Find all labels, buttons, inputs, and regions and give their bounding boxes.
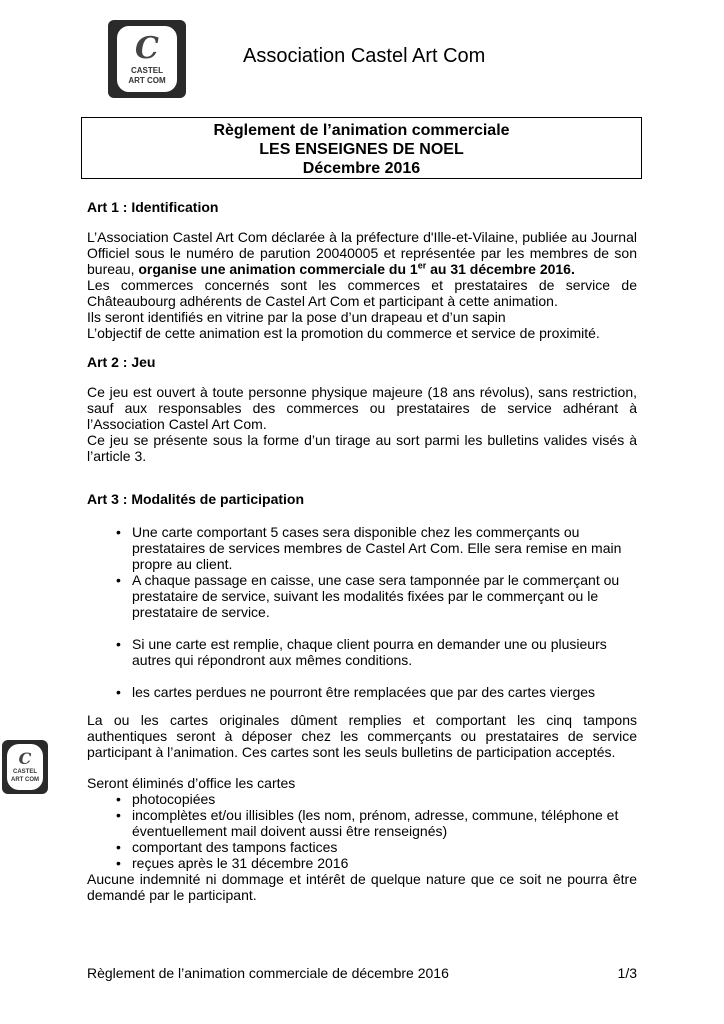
- art1-paragraph: [87, 229, 637, 341]
- art2-text: Ce jeu est ouvert à toute personne physique majeure (18 ans révolus), sans restriction, sauf aux responsables des commerces ou prestataires de service adhérant à l’Association Castel Art Com.: [87, 384, 637, 432]
- title-line-2: LES ENSEIGNES DE NOEL: [259, 141, 464, 158]
- document-body: [87, 199, 637, 903]
- title-line-1: Règlement de l’animation commerciale: [213, 122, 510, 139]
- title-line-3: Décembre 2016: [302, 160, 421, 177]
- list-item: • incomplètes et/ou illisibles (les nom, prénom, adresse, commune, téléphone et éventuellement mail doivent aussi être renseignés): [87, 807, 637, 839]
- art2-heading: Art 2 : Jeu: [87, 354, 156, 370]
- art1-line: Ils seront identifiés en vitrine par la pose d’un drapeau et d’un sapin: [87, 309, 506, 325]
- art3-bullets: [87, 524, 637, 700]
- list-item: • reçues après le 31 décembre 2016: [87, 855, 637, 871]
- castel-art-com-logo: [108, 20, 186, 98]
- logo-letter: C: [135, 30, 159, 66]
- list-item: • Si une carte est remplie, chaque client pourra en demander une ou plusieurs autres qui répondront aux mêmes conditions.: [87, 636, 637, 668]
- art3-paragraph: La ou les cartes originales dûment remplies et comportant les cinq tampons authentiques seront à déposer chez les commerçants ou prestataires de service participant à l’animation. Ces cartes sont les seuls bulletins de participation acceptés.: [87, 712, 637, 760]
- art1-line: L’objectif de cette animation est la promotion du commerce et service de proximité.: [87, 325, 600, 341]
- art3-heading: Art 3 : Modalités de participation: [87, 491, 305, 507]
- elimination-section: [87, 775, 637, 903]
- logo-text-1: CASTEL: [130, 65, 163, 75]
- art1-bold-end: au 31 décembre 2016.: [426, 261, 575, 277]
- logo-text-2: ART COM: [11, 777, 39, 784]
- footer-text: Règlement de l’animation commerciale de décembre 2016: [87, 965, 449, 981]
- logo-text-1: CASTEL: [13, 769, 37, 776]
- list-item: • A chaque passage en caisse, une case sera tamponnée par le commerçant ou prestataire de service, suivant les modalités fixées par le commerçant ou le prestataire de service.: [87, 572, 637, 620]
- elim-intro: Seront éliminés d’office les cartes: [87, 775, 296, 791]
- page-number: 1/3: [617, 965, 637, 981]
- art1-text: L’Association Castel Art Com déclarée à la préfecture d'Ille-et-Vilaine, publiée au Journal Officiel sous le numéro de parution 20040005 et représentée par les membres de son bureau,: [87, 229, 637, 277]
- list-item: • les cartes perdues ne pourront être remplacées que par des cartes vierges: [87, 684, 637, 700]
- art1-sup: er: [417, 260, 427, 271]
- art1-bold: organise une animation commerciale du 1: [138, 261, 418, 277]
- art1-line: Les commerces concernés sont les commerces et prestataires de service de Châteaubourg adhérents de Castel Art Com et participant à cette animation.: [87, 277, 637, 309]
- art2-paragraph: [87, 384, 637, 464]
- organization-name: Association Castel Art Com: [243, 45, 486, 67]
- castel-art-com-logo-small: [2, 740, 48, 794]
- logo-letter: C: [18, 749, 32, 769]
- list-item: • Une carte comportant 5 cases sera disponible chez les commerçants ou prestataires de services membres de Castel Art Com. Elle sera remise en main propre au client.: [87, 524, 637, 572]
- art1-heading: Art 1 : Identification: [87, 199, 219, 215]
- title-box: [81, 117, 642, 179]
- list-item: • comportant des tampons factices: [87, 839, 637, 855]
- footer: [87, 965, 637, 981]
- logo-text-2: ART COM: [128, 75, 166, 85]
- list-item: • photocopiées: [87, 791, 637, 807]
- art2-text: Ce jeu se présente sous la forme d’un tirage au sort parmi les bulletins valides visés à l’article 3.: [87, 432, 637, 464]
- art3-closing: Aucune indemnité ni dommage et intérêt de quelque nature que ce soit ne pourra être demandé par le participant.: [87, 871, 637, 903]
